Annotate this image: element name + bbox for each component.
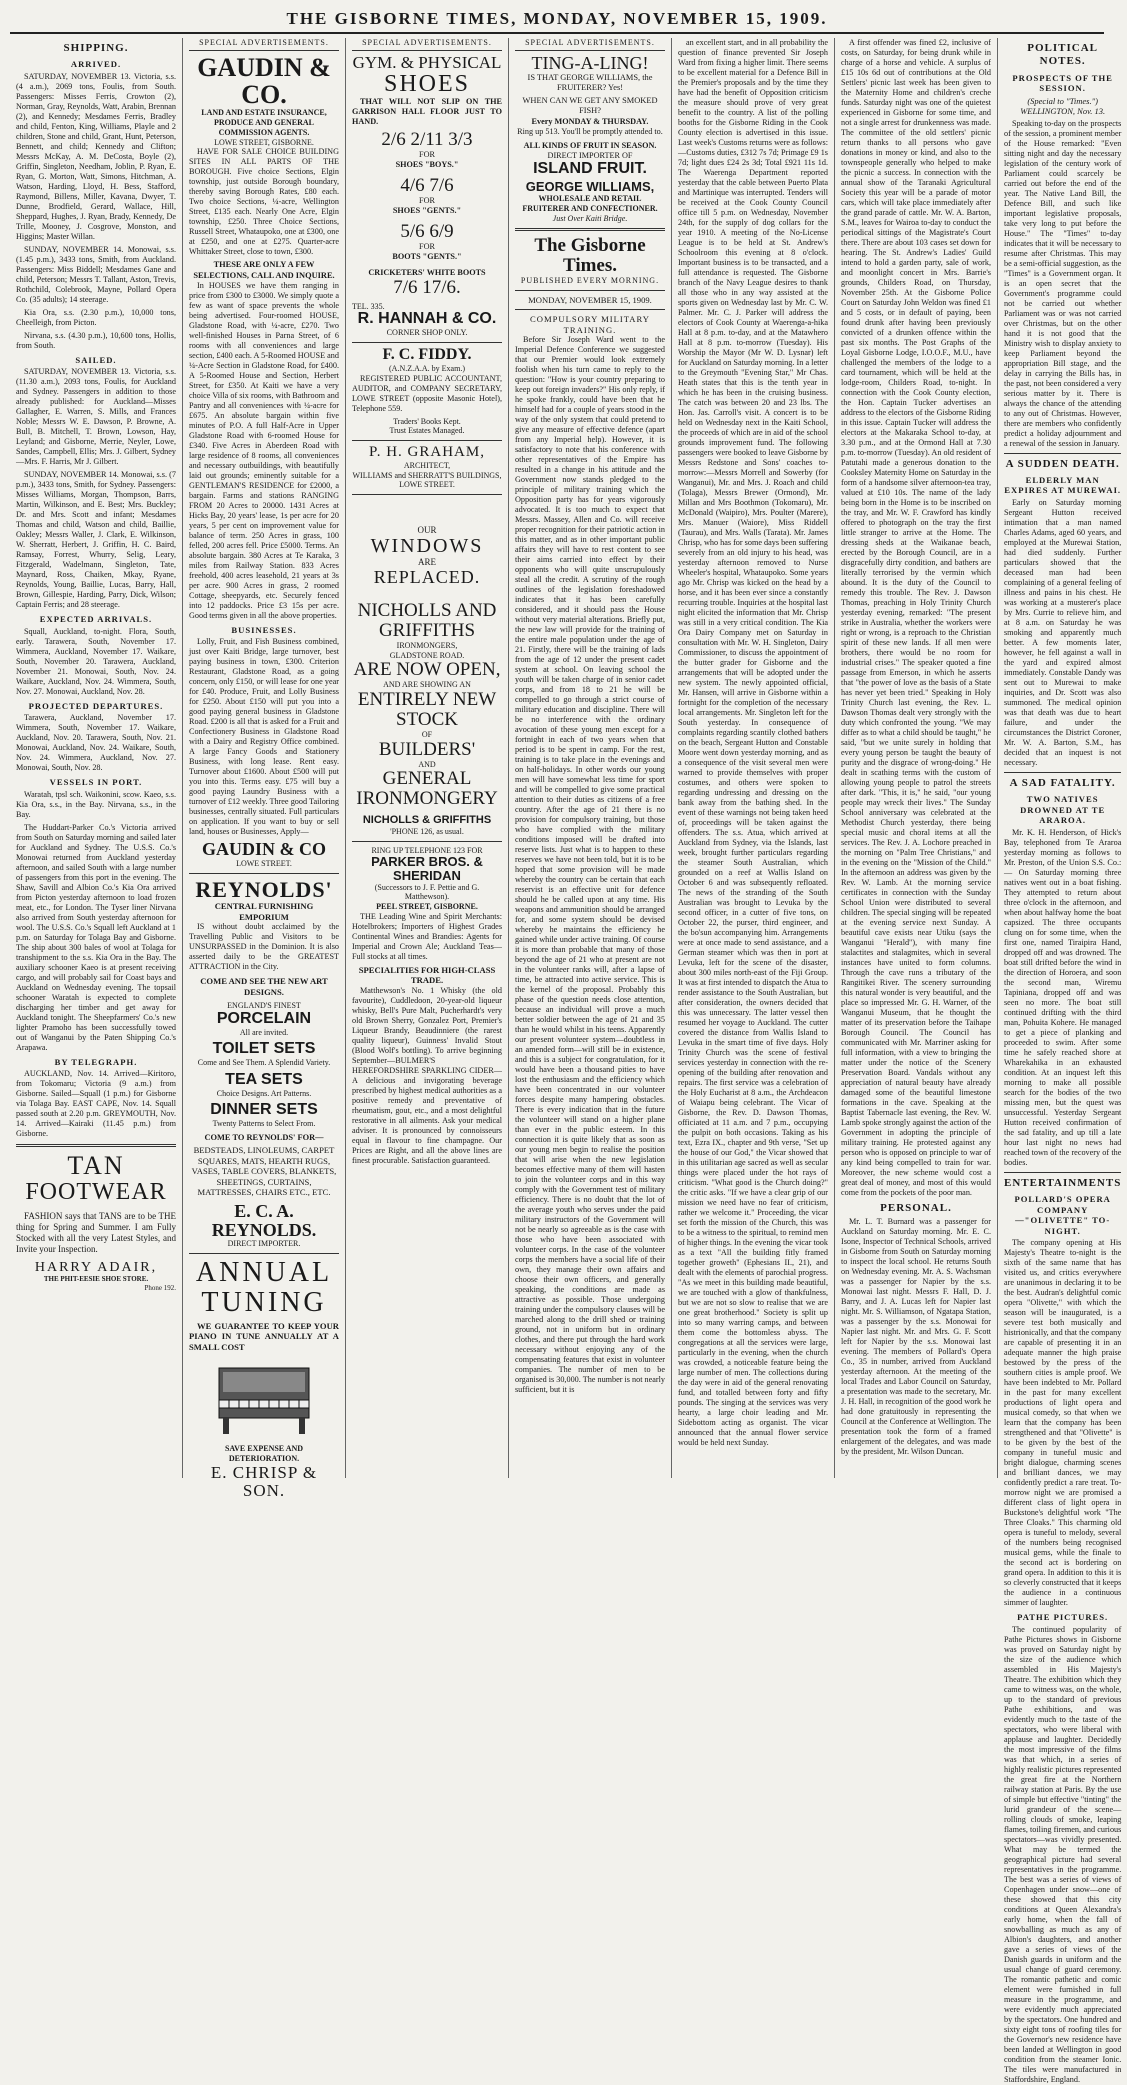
gaudin-signoff: GAUDIN & CO (202, 839, 326, 860)
column-local (835, 38, 998, 1478)
local-text: A first offender was fined £2, inclusive of costs, on Saturday, for being drunk while in charge of a horse and vehicle. A surplus of £15 10s 6d out of contributions at the Old Settlers' picnic last week has been given to the Maternity Home and children's creche funds. Saturday night was one of the quietest experienced in Gisborne for some time, and not a single arrest for drunkenness was made. The committee of the old settlers' picnic return thanks to all persons who gave donations in money or kind, and also to the townspeople generally who helped to make the picnic a success. In connection with the annual show of the Taranaki Agricultural Society this year will be a parade of motor cars, which will take place immediately after the grand parade of cattle. Mr. W. A. Barton, S.M., leaves for Wairoa to-day to conduct the periodical sittings of the Magistrate's Court there. There are about 103 cases set down for hearing. The St. Andrew's Ladies' Guild intend to hold a garden party, sale of work, and moonlight concert in Mrs. Barrie's grounds, Childers Road, on Thursday, November 25th. At the Gisborne Police Court on Saturday John Weldon was fined £1 and 5 costs, or in default of paying, been found drunk after having been previously convicted of a drunken offence within the past six months. The Post Graphs of the Loyal Gisborne Lodge, I.O.O.F., M.U., have challenged the members of the lodge to a card tournament, which will be held at the lodge-room, Childers Road, to-night. In connection with the Cook County election, the Hon. Captain Tucker advertises an address to the electors of the Gisborne Riding in this issue. Captain Tucker will address the electors at the Makaraka School to-day, at 3.30 p.m., and at the Ormond Hall at 7.30 p.m. to-morrow (Tuesday). An old resident of Patutahi made a generous donation to the Cooksley Maternity Home on Saturday in the form of a handsome silver afternoon-tea tray, valued at £10 10s. The name of the lady being born in the Home is to be inscribed on the tray, and Mr. W. F. Crawford has kindly offered to photograph on the tray the first little stranger to arrive at the Home. The dressing sheds at the Waikanae beach, erected by the Borough Council, are in a disgracefully dirty condition, and bathers are literally terrorised by the vermin which abound. It is the duty of the Council to remedy this trouble. The Rev. J. Dawson Thomas, preaching in Holy Trinity Church yesterday evening, remarked: "The present strike in Australia, whether the workers were right or wrong, is a reproach to the Christian spirit of these new lands. If all men were brothers, there would be no room for industrial crises." The speaker quoted a fine passage from Emerson, in which he asserts that "the power of love as the basis of a State has never yet been tried." Speaking in Holy Trinity Church last evening, the Rev. L. Dawson Thomas dealt very strongly with the duty which confronted the young. "We may differ as to what a child should be taught," he said, "but we unite surely in holding that every young person be taught the beauty of purity and the disgrace of wrong-doing." He dealt in scathing terms with the custom of allowing young people to patrol the streets after dark. "This, it is," he said, "our young people may wreck their lives." The Sunday School anniversary was celebrated at the Methodist Church yesterday, there being special music and choral items at all the services. The Rev. J. A. Lochore preached in the morning on "Palm Tree Christians," and in the evening on the "Mission of the Child." In the afternoon an address was given by the Rev. W. Lamb. At the morning service certificates in connection with the Sunday School Union were distributed to several children. The special singing will be repeated at the evening service next Sunday. A beautiful cave exists near Utiku (says the Wanganui "Herald"), with many fine stalactites and stalagmites, which in several instances have united to form columns. Through the cave runs a tributary of the Rangitikei River. The scenery surrounding this natural wonder is very beautiful, and the place so impressed Mr. G. H. Warner, of the Wanganui Museum, that he thought the matter of its preservation before the Taihape Borough Council. The Council has communicated with Mr. Marriner asking for full information, with a view to bringing the matter under the notice of the Scenery Preservation Board. Vandals without any appreciation of natural beauty have already damaged some of the beautiful limestone formations in the cave. Speaking at the Baptist Tabernacle last evening, the Rev. W. Lamb spoke strongly against the action of the Government in adopting the principle of military training. He protested against any person who is opposed on principle to war of any kind being compelled to train for war. Moreover, the new scheme would cost a great deal of money, and most of this would come from the pockets of the poor man. (841, 38, 991, 1197)
save-expense: SAVE EXPENSE AND DETERIORATION. (224, 1444, 304, 1464)
projected-text: Tarawera, Auckland, November 17. Wimmera, South, November 17. Waikare, Auckland, Nov. 20. Tarawera, South, Nov. 21. Monowai, Auckland, Nov. 24. Waikare, South, Nov. 24. Wimmera, Auckland, Nov. 27. Monowai, South, Nov. 28. (16, 713, 176, 773)
divider (16, 1144, 176, 1147)
divider (352, 494, 502, 495)
fiddy-heading: F. C. FIDDY. (382, 346, 472, 364)
divider (1004, 1172, 1121, 1173)
compulsory-heading: COMPULSORY MILITARY TRAINING. (530, 314, 650, 335)
expected-text: Squall, Auckland, to-night. Flora, South, early. Tarawera, South, November 17. Wimmera, Auckland, November 17. Waikare, South, November 20. Tarawera, Auckland, November 21. Monowai, South, Nov. 24. Waikare, Auckland, Nov. 24. Wimmera, South, Nov. 27. Monowai, Auckland, Nov. 28. (16, 626, 176, 696)
for-label: FOR (419, 241, 435, 251)
sad-text: Mr. K. H. Henderson, of Hick's Bay, telephoned from Te Araroa yesterday morning as follows to Mr. Preston, of the Union S.S. Co.:— On Saturday morning three natives went out in a boat fishing. They attempted to return about three o'clock in the afternoon, and when about halfway home the boat capsized. The three occupants clung on for some time, when the first one, named Tiraipira Hand, dropped off and was drowned. The boat still drifted before the wind in the direction of Horoera, and soon the second man, Wiremu Tapiniana, dropped off and was seen no more. The boat still continued drifting with the third man, Pohuita Kohere. He managed to get a piece of planking and proceeded to swim. After some time he safely reached shore at Wharekahika in an exhausted condition. At an inquest left this morning to make all possible search for the bodies of the two missing men, but the quest was unsuccessful. Yesterday Sergeant Hutton received confirmation of the sad fatality, and up till a late hour last night no news had reached town of the recovery of the bodies. (1004, 827, 1122, 1167)
parker-peel: PEEL STREET, GISBORNE. (376, 902, 478, 912)
column-notes (998, 38, 1127, 2084)
nicholls-glad: GLADSTONE ROAD. (389, 650, 465, 660)
every-mon-thu: Every MONDAY & THURSDAY. (531, 116, 649, 126)
parker-text: THE Leading Wine and Spirit Merchants: Hotelbrokers; Importers of Highest Grades Continental Wines and Brandies: Agents for Imperial and Crown Ale; Auckland Teas—Full stocks at all times. (352, 911, 502, 961)
reynolds-text: IS without doubt acclaimed by the Travelling Public and Visitors to be UNSURPASSED in the Dominion. It is also asserted daily to be the GREATEST ATTRACTION in the City. (189, 922, 339, 972)
divider (1004, 453, 1121, 454)
column-gaudin (183, 38, 346, 1500)
graham-heading: P. H. GRAHAM, (369, 444, 485, 461)
special-to-times: (Special to "Times.") WELLINGTON, Nov. 13. (1020, 95, 1106, 117)
reynolds-come: COME AND SEE THE NEW ART DESIGNS. (200, 976, 328, 997)
graham-buildings: WILLIAMS and SHERRATT'S BUILDINGS, (352, 470, 502, 480)
tan-text: FASHION says that TANS are to be THE thing for Spring and Summer. I am Fully Stocked with all the very Latest Styles, and Invite your Inspection. (16, 1210, 176, 1254)
ring-513: Ring up 513. You'll be promptly attended to. (517, 126, 663, 136)
trust-estates: Trust Estates Managed. (389, 426, 465, 436)
windows-replaced: REPLACED. (373, 567, 481, 588)
gym-heading: GYM. & PHYSICAL (352, 52, 502, 72)
price-boys: 2/6 2/11 3/3 (381, 128, 473, 150)
tuning-text: WE GUARANTEE TO KEEP YOUR PIANO IN TUNE ANNUALLY AT A SMALL COST (189, 1320, 339, 1352)
pollard-heading: POLLARD'S OPERA COMPANY—"OLIVETTE" TO-NIGHT. (1014, 1194, 1111, 1236)
shoes-boys: SHOES "BOYS." (395, 159, 459, 169)
toilet-sets-heading: TOILET SETS (212, 1040, 316, 1058)
nicholls-heading: NICHOLLS AND GRIFFITHS (357, 599, 497, 641)
nicholls-signoff: NICHOLLS & GRIFFITHS (362, 814, 492, 827)
gaudin-signoff-address: LOWE STREET. (236, 859, 292, 869)
tea-sets-sub: Choice Designs. Art Patterns. (216, 1088, 312, 1098)
chrisp-and-son: E. CHRISP & SON. (210, 1462, 318, 1500)
reynolds-heading: REYNOLDS' (195, 876, 333, 902)
price-gents-shoes: 4/6 7/6 (400, 174, 454, 196)
column-leader (509, 38, 672, 1478)
george-williams: GEORGE WILLIAMS, (525, 179, 655, 195)
natives-heading: TWO NATIVES DROWNED AT TE ARAROA. (1020, 794, 1106, 826)
arrived-kia-ora: Kia Ora, s.s. (2.30 p.m.), 10,000 tons, Cheelleigh, from Picton. (16, 307, 176, 327)
personal-heading: PERSONAL. (880, 1202, 952, 1214)
for-label: FOR (419, 149, 435, 159)
column-ads (346, 38, 509, 1478)
sailed-text: SATURDAY, NOVEMBER 13. Victoria, s.s. (11.30 a.m.), 2093 tons, Foulis, for Auckland and Sydney. Passengers in addition to those already published: for Auckland—Misses Gallagher, E. Warren, S. Mills, and Frances Noble; Messrs W. E. Dawson, P. Browne, A. Bull, B. Mitchell, T. Brown, Lowson, Hay, Leyland; and Gisborne, Merrie, Neyler, Lowe, Sandes, Campbell, Ellis; Mrs. J. Gilbert, Sydney—Mrs. F. Harris, Mr J. Gilbert. (16, 367, 176, 467)
arrived-text: SATURDAY, NOVEMBER 13. Victoria, s.s. (4 a.m.), 2069 tons, Foulis, from South. Passengers: Misses Ferris, Crowton (2), Norman, Gray, Reynolds, Watt, Arabin, Brennan (2), and Kennedy; Mesdames Ferris, Bradley and child, Fenton, King, Williams, Playle and 2 children, Stone and child, Grant, Hunt, Peterson, Bennett, and child; Kennedy and Clifton; Messrs McKay, A. M. DeCosta, Boyle (2), Griffin, Singleton, Needham, Joblin, P. Ryan, E. Ryan, G. Morton, Watt, Simons, Hitchman, A. Watson, Harding, Lloyd, H. Bess, Stafford, Raymond, Billens, Miller, Kavana, Dwyer, T. Dunne, Brodfield, Gerard, Wallace, Hill, Sheppard, Hughes, J. Ryan, Brady, Kennedy, De Trille, Mooney, J. Cosgrove, Monston, and Higgins; Master Willan. (16, 71, 176, 241)
special-ads-heading: SPECIAL ADVERTISEMENTS. (352, 38, 502, 51)
boots-gents: BOOTS "GENTS." (392, 251, 462, 261)
prospects-heading: PROSPECTS OF THE SESSION. (1012, 72, 1113, 94)
corner-shop: CORNER SHOP ONLY. (386, 328, 468, 338)
gaudin-address: LOWE STREET, GISBORNE. (214, 137, 314, 147)
shoes-gents: SHOES "GENTS." (392, 205, 462, 215)
divider (189, 1253, 339, 1254)
direct-importer: DIRECT IMPORTER. (227, 1239, 301, 1249)
columns (10, 38, 1122, 2084)
shoes-text: THAT WILL NOT SLIP ON THE GARRISON HALL FLOOR JUST TO HAND. (352, 96, 502, 126)
specialities-heading: SPECIALITIES FOR HIGH-CLASS TRADE. (358, 964, 496, 986)
arrived-nirvana: Nirvana, s.s. (4.30 p.m.), 10,600 tons, Hollis, from South. (16, 330, 176, 350)
divider (515, 290, 665, 291)
nicholls-iron: IRONMONGERS, (396, 640, 458, 650)
harry-adair: HARRY ADAIR, (34, 1259, 158, 1275)
toilet-sets-sub: Come and See Them. A Splendid Variety. (197, 1058, 331, 1068)
tel-335: TEL. 335. (352, 301, 385, 311)
windows-are: ARE (418, 557, 436, 568)
sudden-heading: A SUDDEN DEATH. (1005, 457, 1120, 470)
gaudin-sub: LAND AND ESTATE INSURANCE, PRODUCE AND GENERAL COMMISSION AGENTS. (201, 108, 327, 137)
graham-lowe: LOWE STREET. (399, 480, 455, 490)
stock: STOCK (396, 708, 458, 730)
leader-date: MONDAY, NOVEMBER 15, 1909. (528, 294, 652, 305)
specialities-text: Matthewson's No. 1 Whisky (the old favourite), Cuddledoon, 20-year-old liqueur whisky, Bell's Pure Malt, Pucherhardt's very old Brown Sherry, Gonzalez Port, Premier's Liqueur Brandy, Beaudinniere (the rarest quality liqueur), Guinness' Invalid Stout (Blood Wolf's bottling). To arrive beginning September—BULMER'S HEREFORDSHIRE SPARKLING CIDER—A delicious and invigorating beverage prescribed by highest medical authorities as a positive remedy and preventative of rheumatism, gout, etc., and a most delightful restorative in all ailments. Ask your medical adviser. It is pronounced by connoisseurs equal in flavour to fine champagne. Our Prices are Right, and all the above lines are finest procurable. Satisfaction guaranteed. (352, 985, 502, 1165)
shipping-heading: SHIPPING. (63, 42, 129, 54)
divider (515, 309, 665, 310)
reynolds-sub: CENTRAL FURNISHING EMPORIUM (214, 901, 314, 922)
showing-an: AND ARE SHOWING AN (383, 680, 471, 690)
houses-text: In HOUSES we have them ranging in price from £300 to £3000. We simply quote a few as want of space prevents the whole being advertised. Four-roomed HOUSE, Gladstone Road, with ¼-acre, £270. Two well-finished Houses in Parna Street, of 6 rooms with all conveniences and large section, £400 each. A 5-Roomed HOUSE and ¼-Acre Section in Gladstone Road, for £400. A 5-Roomed House and Section, Herbert Street, for £350. At Kaiti we have a very choice Villa of six rooms, with Bathroom and Pantry and all conveniences with ¼-acre for £675. An absolute bargain within five minutes of P.O. A full Half-Acre in Upper Gladstone Road with 6-roomed House for £340. Five Acres in Aberdeen Road with large residence of 8 rooms, all conveniences and necessary outbuildings, with beautifully laid out grounds; eminently suitable for a GENTLEMAN'S RESIDENCE for £2000, a bargain. Farms and stations RANGING FROM 20 Acres to 20000. 1431 Acres at Hicks Bay, 20 years' lease, 1s per acre for 20 years, 5 per cent on improvement value for balance of term. 250 Acres in grass, 100 felled, 200 acres fell. Price £5000. Terms. An absolute bargain. 380 Acres at Te Karaka, 3 miles from Railway Station. 833 Acres freehold, 400 acres leasehold, 21 years at 3s per acre. 900 Acres in grass, 2 roomed Cottage, sheepyards, etc. Securely fenced into 12 paddocks. Price £3 15s per acre. Good terms given in all the above properties. (189, 280, 339, 620)
gaudin-heading: GAUDIN & CO. (197, 52, 331, 110)
tan-heading: TAN (67, 1151, 125, 1181)
phone-126: 'PHONE 126, as usual. (390, 826, 464, 836)
price-cricketers: 7/6 17/6. (393, 276, 461, 298)
arrived-sunday: SUNDAY, NOVEMBER 14. Monowai, s.s. (1.45 p.m.), 3433 tons, Smith, from Auckland. Passengers: Miss Biddell; Mesdames Gane and child, Peterson; Messrs T. Tallant, Aston, Trevis, Rothchild, Colebrook, Mayne, Pollard Opera Co. (35 adults); 14 steerage. (16, 244, 176, 304)
personal-text: Mr. L. T. Burnard was a passenger for Auckland on Saturday morning. Mr. E. C. Isone, Inspector of Technical Schools, arrived in Gisborne from South on Saturday morning to inspect the local school. He returns South on Wednesday evening. Mr. A. S. Wachsman was a passenger for Napier by the s.s. Monowai last night. Messrs F. Hall, D. J. Barry, and J. A. Lucas left for Napier last night. Mr. S. Williamson, of Ngatapa Station, was a passenger by the s.s. Monowai for Napier last night. Mr. and Mrs. G. F. Scott left for Napier by the s.s. Monowai last evening. The members of Pollard's Opera Co., 35 in number, arrived from Auckland yesterday afternoon. At the meeting of the local Trades and Labor Council on Saturday, a presentation was made to the secretary, Mr. J. H. Hall, in recognition of the good work he had done gratuitously in representing the Council at the Conference at Wellington. The presentation took the form of a framed enlargement of the delegates, and was made by the president, Mr. Wilson Duncan. (841, 1217, 992, 1457)
come-to-reynolds: COME TO REYNOLDS' FOR— (204, 1132, 324, 1142)
expected-heading: EXPECTED ARRIVALS. (39, 614, 153, 625)
vessels-text: Waratah, tpsl sch. Waikonini, scow. Kaeo, s.s. Kia Ora, s.s., in the Bay. Nirvana, s.s., in the Bay. (16, 789, 176, 819)
reynolds-list: BEDSTEADS, LINOLEUMS, CARPET SQUARES, MATS, HEARTH RUGS, VASES, TABLE COVERS, BLANKETS, SHEETINGS, CURTAINS, MATTRESSES, CHAIRS ETC., ETC. (191, 1145, 337, 1198)
fiddy-sub: (A.N.Z.A.A. by Exam.) (389, 363, 465, 373)
annual-heading: ANNUAL (195, 1257, 333, 1289)
pollard-text: The company opening at His Majesty's Theatre to-night is the sixth of the same name that has visited us, and critics everywhere are unanimous in declaring it to be the best. Audran's delightful comic opera "Olivette," with which the season will be inaugurated, is a severe test both musically and histrionically, and that the company are capable of presenting it in an adequate manner the high praise bestowed by the press of the southern cities is ample proof. We have been indebted to Mr. Pollard in the past for many excellent productions of light opera and musical comedy, so that when we learn that the company has been strengthened and that "Olivette" is to be given by the best of the company in tuneful music and bright dialogue, charming scenes and brilliant dances, we may confidently predict a rare treat. To-morrow night we are promised a different class of light opera in Buckstone's delightful work "The Three Cloaks." This charming old opera is tuneful to melody, several of the numbers being recognised musical gems, while the finale to the second act is bordering on grand opera. In addition to this it is so cleverly constructed that it keeps the audience in a continuous simmer of laughter. (1004, 1238, 1122, 1608)
phone-192: Phone 192. (144, 1283, 176, 1292)
sad-heading: A SAD FATALITY. (1009, 776, 1116, 789)
entertainments-heading: ENTERTAINMENTS (1004, 1176, 1122, 1189)
arrived-heading: ARRIVED. (70, 59, 122, 70)
reynolds-englands: ENGLAND'S FINEST (227, 1001, 301, 1010)
over-kaiti-bridge: Just Over Kaiti Bridge. (552, 213, 628, 223)
and: AND (418, 759, 436, 769)
wholesale-retail: WHOLESALE AND RETAIL FRUITERER AND CONFECTIONER. (522, 194, 658, 213)
pathe-text: The continued popularity of Pathe Pictures shows in Gisborne was proved on Saturday night by the size of the audience which assembled in His Majesty's Theatre. The exhibition which they came to witness was, on the whole, up to the standard of previous Pathe exhibitions, and was evidently much to the taste of the spectators, who were liberal with applause and laughter. Decidedly the most impressive of the films was that which, in a series of highly realistic pictures represented the great fire at the Northern railway station at Paris. By the use of simple but effective "tinting" the lurid grandeur of the scene—rolling clouds of smoke, leaping flames, toiling firemen, and curious spectators—was vividly presented. What may be termed the geographical picture had several representatives in the programme. The best was a series of views of Copenhagen under snow—one of these showed that this city conditions at Queen Alexandra's early home, when the fall of snowballing as much as any of Albion's daughters, and another gave a series of views of the Danish guards in uniform and the usual change of guard ceremony. The romantic pathetic and comic element were furnished in full measure in the programme, and were evidently much appreciated by the spectators. One hundred and sixty eight tons of roofing tiles for the Governor's new residence have been landed at Wellington in good condition from the steamer Ionic. The tiles were manufactured in Staffordshire, England. (1004, 1624, 1122, 2084)
divider (352, 342, 502, 343)
parker-heading: PARKER BROS. & SHERIDAN (371, 854, 483, 883)
divider (352, 440, 502, 441)
sailed-heading: SAILED. (75, 354, 117, 365)
sudden-text: Early on Saturday morning Sergeant Hutton received intimation that a man named Charles Adams, aged 60 years, and employed at the Murewai Station, had died suddenly. Further particulars showed that the deceased man had been complaining of a general feeling of illness and pains in his chest. He was working at a musterer's place by Mrs. Currie to relieve him, and at 8 a.m. on Saturday he was smoking and apparently much better. A few moments later, however, he fell against a wall in the yard and expired almost immediately. Constable Dandy was sent out to Murewai to make inquiries, and Dr. Scott was also summoned. The medical opinion was that death was due to heart failure, and under the circumstances the District Coroner, Mr. W. A. Barton, S.M., has decided that an inquest is not necessary. (1004, 497, 1122, 767)
general: GENERAL (382, 768, 472, 790)
tea-sets-heading: TEA SETS (225, 1070, 303, 1088)
elderly-heading: ELDERLY MAN EXPIRES AT MUREWAI. (1004, 474, 1122, 496)
graham-architect: ARCHITECT, (403, 460, 451, 470)
projected-heading: PROJECTED DEPARTURES. (28, 700, 164, 711)
parker-succ: (Successors to J. F. Pettie and G. Matthewson). (374, 882, 480, 902)
masthead: THE GISBORNE TIMES, MONDAY, NOVEMBER 15, 1909. (10, 6, 1104, 34)
porcelain-heading: PORCELAIN (216, 1009, 312, 1027)
cricketers-boots: CRICKETERS' WHITE BOOTS (368, 267, 486, 277)
telegraph-text: AUCKLAND, Nov. 14. Arrived—Kiritoro, from Tokomaru; Victoria (9 a.m.) from Gisborne. Sailed—Squall (1 p.m.) for Gisborne via Tolaga Bay. EAST CAPE, Nov. 14. Squall passed south at 2.20 p.m. GREYMOUTH, Nov. 14. Arrived—Kairaki (11.45 p.m.) from Gisborne. (16, 1069, 176, 1139)
telegraph-heading: BY TELEGRAPH. (54, 1056, 138, 1067)
porcelain-invited: All are invited. (239, 1027, 289, 1037)
divider (1004, 772, 1121, 773)
footwear-heading: FOOTWEAR (25, 1178, 167, 1205)
divider (189, 873, 339, 874)
divider (515, 228, 665, 231)
published-every-morning: PUBLISHED EVERY MORNING. (520, 276, 660, 286)
sailed-sunday: SUNDAY, NOVEMBER 14. Monowai, s.s. (7 p.m.), 3433 tons, Smith, for Sydney. Passengers: Misses Williams, Morgan, Thompson, Barrs, Martin, Wilkinson, and E. Best; Mrs. Buckley; Dr. and Mrs. Scott and infant; Mesdames Thomas and child, Watson and child, Baillie, Oakley; Messrs Waller, J. Clark, E. Wilkinson, W. Sherratt, Herbert, J. Griffin, H. C. Baird, Ramsay, Forrest, Whurry, Selig, Leary, Fitzgerald, Wadelmann, Singleton, Tate, Maynard, Ross, Chaiken, Mkay, Ryane, Reynolds, Young, Baillie, Lucas, Barry, Hall, Brown, Gillespie, Harding, Parry, Dick, Wilson; Captain Ferris; and 28 steerage. (16, 470, 176, 610)
direct-importer-of: DIRECT IMPORTER OF (547, 150, 633, 160)
gaudin-text: HAVE FOR SALE CHOICE BUILDING SITES IN ALL PARTS OF THE BOROUGH. Five choice Sections, Elgin township, just outside Borough boundary, thereby saving Borough Rates, £80 each. Two choice Sections, ¼-acre, Wellington Street, £135 each. Nearly One Acre, Elgin township, £250. Three Choice Sections, Russell Street, Whataupoko, one at £300, one at £250, and one at £275. Quarter-acre Whittaker Street, close to town, £300. (189, 147, 339, 257)
dinner-sets-heading: DINNER SETS (210, 1101, 318, 1119)
divider (352, 841, 502, 842)
for-label: FOR (419, 195, 435, 205)
all-kinds-fruit: ALL KINDS OF FRUIT IN SEASON. (523, 140, 657, 150)
shoe-store: THE PHIT-EESIE SHOE STORE. (43, 1275, 149, 1284)
eca-reynolds: E. C. A. REYNOLDS. (211, 1200, 317, 1240)
leader-text: Before Sir Joseph Ward went to the Imperial Defence Conference we suggested that our Premier would look extremely foolish when his turn came to reply to the question: "How is your country preparing to keep out foreign invaders?" His only reply, if he spoke frankly, could have been that he himself had for a couple of years stood in the way of the only system that could pretend to give any measure of effective defence (apart from any Imperial help). However, it is satisfactory to note that his conference with other representatives of the Empire has resulted in a change in his attitude and the Government now stands pledged to the principle of military training which the Opposition party has for years vigorously advocated. It is too much to expect that Messrs. Massey, Allen and Co. will receive proper recognition for their patriotic action in this matter, and as in other important public affairs they will have to rest content to see their aims carried into effect by their opponents who will quite unscrupulously steal all the credit. A scrutiny of the rough outlines of the legislation foreshadowed indicates that it has been carefully considered, and it should pass the House without very material alterations. Briefly put, the new law will provide for the training of the entire male population under the age of 21. Firstly, there will be the training of lads from the age of 12 under the present cadet system at school. On leaving school the youth will be taken charge of in senior cadet corps, and from 18 to 21 he will be compelled to go through a strict course of military education and discipline. There will be no interference with the ordinary avocation of these young men except for a fortnight in each of two years when that period is to be spent in camp. For the rest, training is to take place in the evenings and on half-holidays. In other words our young men will have somewhat less time for sport and will be compelled to give some practical attention to their duties as citizens of a free country. After the age of 21 there is no provision for compulsory training, but those who have complied with the military conditions imposed will be drafted into reserve lists. Just what is to happen to these reserves we have not been told, but it is to be hoped that some provision will be made whereby the country can be certain that each reservist is an effective unit for defence should he be called upon at any time. His weapons and ammunition should be arranged for, and some system should be devised whereby he maintains the efficiency he gained while under active training. Of course it is more than probable that many of those beyond the age of 21 who at present are not in the volunteer ranks will, after a lapse of time, be attracted into active service. This is the kernel of the proposal. Probably this phase of the question needs close attention, because an individual will prove a much better soldier between the age of 21 and 35 than he would whilst in his teens. Apparently our present volunteer system—doubtless in an amended form—will still be in existence, and this is a subject for congratulation, for it would have been a thousand pities to have lost the enthusiasm and the efficiency which have been concentrated in our volunteer forces despite many hampering obstacles. There is every indication that in the future the volunteer will stand on a higher plane than ever in the public esteem. In this connection it is quite likely that as soon as our young men begin to realise the position that will arise when the new legislation becomes effective many of them will hasten to join the volunteer corps and in this way comply with the Government test of military efficiency. There is no doubt that the lot of the average youth who serves under the paid military instructors of the Government will not be nearly so agreeable as is the case with those who have been associated with volunteer corps. In the case of the volunteer corps the members have a social life of their own, they manage their own affairs and choose their own officers, and generally speaking, the conditions are made as attractive as possible. Those undergoing training under the compulsory clauses will be marched along to the drill shed or training ground, not in uniform but in ordinary clothes, and there put through the hard work necessary without enjoying any of the compensating features that exist in volunteer companies. The number of men to be organised is 30,000. The number is not nearly sufficient, but it is (515, 335, 666, 1395)
political-text: Speaking to-day on the prospects of the session, a prominent member of the House remarked: "Even sitting night and day the necessary legislation of the century work of Parliament could scarcely be carried out before the end of the year. The Native Land Bill, the Defence Bill, and such like important legislative proposals, take very long to put before the House." The "Times" to-day indicates that it will be necessary to resume after Christmas. This may be a semi-official suggestion, as the "Times" is a Government organ. It is an open secret that the Government's programme could not be carried out whether Parliament was or was not carried over Christmas, but on the other hand it is not good that the Ministry wish to display anxiety to keep Parliament beyond the appropriation Bill stage, and the delay in carrying the Bills has, in the past, not been considered a very serious matter by it. There is always the chance of the attending to any out of Christmas. However, there are members who confidently predict a holiday adjournment and a renewal of the session in January. (1004, 118, 1122, 448)
column-shipping (10, 38, 183, 1478)
dinner-sets-sub: Twenty Patterns to Select From. (212, 1119, 316, 1129)
tuning-heading: TUNING (201, 1286, 327, 1318)
special-ads-heading: SPECIAL ADVERTISEMENTS. (189, 38, 339, 51)
fiddy-text: REGISTERED PUBLIC ACCOUNTANT, AUDITOR, and COMPANY SECRETARY, LOWE STREET (opposite Masonic Hotel), Telephone 559. (352, 373, 502, 413)
smoked-fish: WHEN CAN WE GET ANY SMOKED FISH? (522, 96, 658, 116)
traders-books: Traders' Books Kept. (393, 416, 461, 426)
ting-question: IS THAT GEORGE WILLIAMS, the FRUITERER? Yes! (527, 72, 653, 92)
hannah-heading: R. HANNAH & CO. (357, 310, 497, 328)
news-text: an excellent start, and in all probability the question of finance prevented Sir Joseph Ward from fixing a higher limit. There seems to be excellent material for a Defence Bill in the Premier's proposals and by the time they have had the benefit of Opposition criticism the measure should prove of very great benefit to the country. A list of the polling booths for the Gisborne Riding in the Cook County election is advertised in this issue. Last week's Customs returns were as follows:—Customs duties, £312 7s 7d; Primage £9 1s 7d; light dues £24 2s 3d; Total £921 11s 1d. The Waerenga Department reported yesterday that the cable between Puerto Plata and Martinique was interrupted. Tenders will be received at the Cook County Council office till 5 p.m. on Wednesday, November 24th, for the supply of dog collars for the year 1910. A meeting of the No-License League is to be held at St. Andrew's Schoolroom this evening at 8 o'clock. Important business is to be transacted, and a full attendance is requested. The Gisborne branch of the Navy League desires to thank all those who in any way assisted at the sports given on Wednesday last by Mr. C. W. Palmer. Mr. C. J. Parker will address the electors of Cook County at Waerenga-a-hika Hall at 8 p.m. to-day, and at the Matawhero Hall at 8 p.m. to-morrow (Tuesday). His Worship the Mayor (Mr W. D. Lysnar) left for Auckland on Saturday morning. In a letter to the Greymouth "Evening Star," Mr Chas. Heath states that this is the tenth year in which he has been in the cruising business. The catch was between 20 and 23 lbs. The Hon. Jas. Carroll's visit. A concert is to be held on Wednesday next in the Kaiti School, the proceeds of which are in aid of the school grounds improvement fund. The following passengers were booked to leave Gisborne by Messrs Redstone and Sons' coaches to-morrow:—Messrs Morrell and Sowerby (for Wanganui), Mr. and Mrs. J. Roach and child (Tolaga), Messrs Brewer (Ormond), Mr. Millan and Mrs Boothmon (Tokomaru), Mr. McDonald (Waipiro), Mrs. Poulter (Marere), Mrs. Manuer (Waiore), Miss Riddell (Taurau), and Mrs. Walls (Tarata). Mr. James Chrisp, who has for some days been suffering severely from an old injury to his head, was yesterday afternoon removed to Nurse Wheeler's hospital, Whataupoko. Some years ago Mr. Chrisp was kicked on the head by a horse, and it has been ever since a constantly recurring trouble. Inquiries at the hospital last night elicited the information that Mr. Chrisp was still in a very critical condition. The Kia Ora Dairy Company met on Saturday in consultation with Mr. W. H. Singleton, Dairy Commissioner, to discuss the appointment of the butter grader for Gisborne and the arrangements that will be adopted under the new system. The newly appointed official, Mr. Hansen, will arrive in Gisborne within a fortnight for the completion of the necessary local arrangements. Mr. Singleton left for the South yesterday. In consequence of complaints regarding scantily clothed bathers on the beach, Sergeant Hutton and Constable Moore went down yesterday morning, and as a consequence of the visit several men were warned to provide themselves with proper costumes, and others were spoken to regarding undressing and dressing on the bank away from the bathing shed. In the event of these warnings not being taken heed of, proceedings will be taken against the offenders. The s.s. Atua, which arrived at Auckland from Sydney, via the Islands, last week, brought further particulars regarding the steamer South Australian, which grounded on a reef at Wallis Island on October 6 and was subsequently refloated. The news of the stranding of the South Australian was brought to Levuka by the second officer, in a cutter of five tons, on October 22, the purser, third engineer, and the bo'sun accompanying him. Arrangements were at once made to send assistance, and a German steamer which was then in port at Levuka, left for the scene of the disaster, about 300 miles north-east of the Fiji Group. It was at first intended to dispatch the Atua to render assistance to the South Australian, but after consideration, the owners decided that this was unnecessary. The latter vessel then resumed her voyage to Auckland. The cutter covered the distance from Wallis Island to Levuka in the smart time of five days. Holy Trinity Church was the scene of festival services yesterday in connection with the re-opening of the building after renovation and repairs. The first service was a celebration of the Holy Eucharist at 8 a.m., the Archdeacon of Waiapu being celebrant. The Vicar of Gisborne, the Rev. D. Dawson Thomas, officiated at 11 a.m. and 7 p.m., occupying the pulpit on both occasions. Taking as his text, Ezra IX., chapter and 9th verse, "Set up the house of our God," the Vicar showed that in this utilitarian age sacred as well as secular things were placed under the hot rays of criticism. "What good is the Church doing?" the critic asks. "If we have a clear grip of our mission we need have no fear of criticism, rather we welcome it." Proceeding, the vicar set forth the mission of the Church, this was to be a witness to the spiritual, to remind men of higher things. In the evening the vicar took as a text "All the building fitly framed together groweth" (Ephesians II., 21), and dealt with the elements of parochial progress. "As we meet in this building made beautiful, we are touched with a glow of thankfulness, but we are not so slow to realise that we are one great brotherhood." Society is split up into so many warring camps, and between them come the bottomless abyss. The congregations at all the services were large, particularly in the evening, when the church was crowded, a noticeable feature being the large number of men. The collections during the day were in aid of the general renovating fund, and totalled between forty and fifty pounds. The singing at the services was very hearty, a large choir leading and Mr. Sidebottom acting as organist. The vicar announced that the annual flower service would be held next Sunday. (678, 38, 828, 1447)
political-heading: POLITICAL NOTES. (1027, 42, 1099, 68)
ironmongery: IRONMONGERY (356, 788, 498, 810)
gaudin-few: THESE ARE ONLY A FEW SELECTIONS, CALL AND INQUIRE. (193, 260, 335, 280)
pathe-heading: PATHE PICTURES. (1017, 1612, 1109, 1623)
entirely-new: ENTIRELY NEW (357, 689, 497, 711)
ring-up-123: RING UP TELEPHONE 123 FOR (371, 845, 483, 855)
windows-heading: WINDOWS (370, 535, 484, 558)
paper-title: The Gisborne Times. (534, 235, 646, 277)
businesses-text: Lolly, Fruit, and Fish Business combined, just over Kaiti Bridge, large turnover, best paying business in town, £300. Criterion Restaurant, Gladstone Road, as a going concern, only £150, or will lease for one year for £40. Produce, Fruit, and Lolly Business for £250. About £150 will put you into a good paying general business in Gladstone Road. £200 is all that is asked for a Fruit and Confectionery Business in Gladstone Road with a Dairy and Registry Office combined. A large Fancy Goods and Stationery Business, with long lease. Rent easy. Turnover about £1600. About £500 will put you into this. Terms easy. £75 will buy a good paying Laundry Business with a turnover of £12 weekly. Three good Tailoring businesses, centrally situated. Full particulars on application. If you want to buy or sell land, houses or Businesses, Apply— (189, 637, 339, 837)
shoes-heading: SHOES (383, 70, 471, 97)
column-news (672, 38, 835, 1478)
vessels-heading: VESSELS IN PORT. (49, 777, 143, 788)
price-gents-boots: 5/6 6/9 (400, 220, 454, 242)
special-ads-heading: SPECIAL ADVERTISEMENTS. (515, 38, 665, 51)
builders: BUILDERS' (378, 738, 476, 760)
of: OF (421, 729, 433, 739)
businesses-heading: BUSINESSES. (231, 624, 297, 635)
now-open: ARE NOW OPEN, (353, 659, 501, 681)
ting-a-ling: TING-A-LING! (531, 52, 649, 73)
shipping-notes: The Huddart-Parker Co.'s Victoria arrived from South on Saturday morning and sailed later for Auckland and Sydney. The U.S.S. Co.'s Monowai returned from Auckland yesterday afternoon, and sailed South with a large number of passengers from this port in the evening. The Shaw, Savill and Albion Co.'s Kia Ora arrived from Picton yesterday afternoon to load frozen meat, etc., for London. The Tyser liner Nirvana also arrived from South yesterday afternoon for wool. The U.S.S. Co.'s Squall left Auckland at 1 p.m. on Saturday for Tolaga Bay and Gisborne. The ship about 300 bales of wool at Tolaga for transhipment to the s.s. Kia Ora in the Bay. The auxiliary schooner Kaeo is at present receiving cargo, and will probably sail for Coast bays and Auckland on Wednesday evening. The topsail schooner Waratah is expected to complete discharging her timber and get away for Auckland tonight. The Sheepfarmers' Co.'s new lighter Pramoho has been successfully towed out of Wanganui by the Paten Shipping Co.'s Arapawa. (16, 822, 176, 1052)
piano-icon (209, 1358, 319, 1438)
island-fruit: ISLAND FRUIT. (533, 159, 647, 177)
windows-our: OUR (417, 525, 437, 536)
